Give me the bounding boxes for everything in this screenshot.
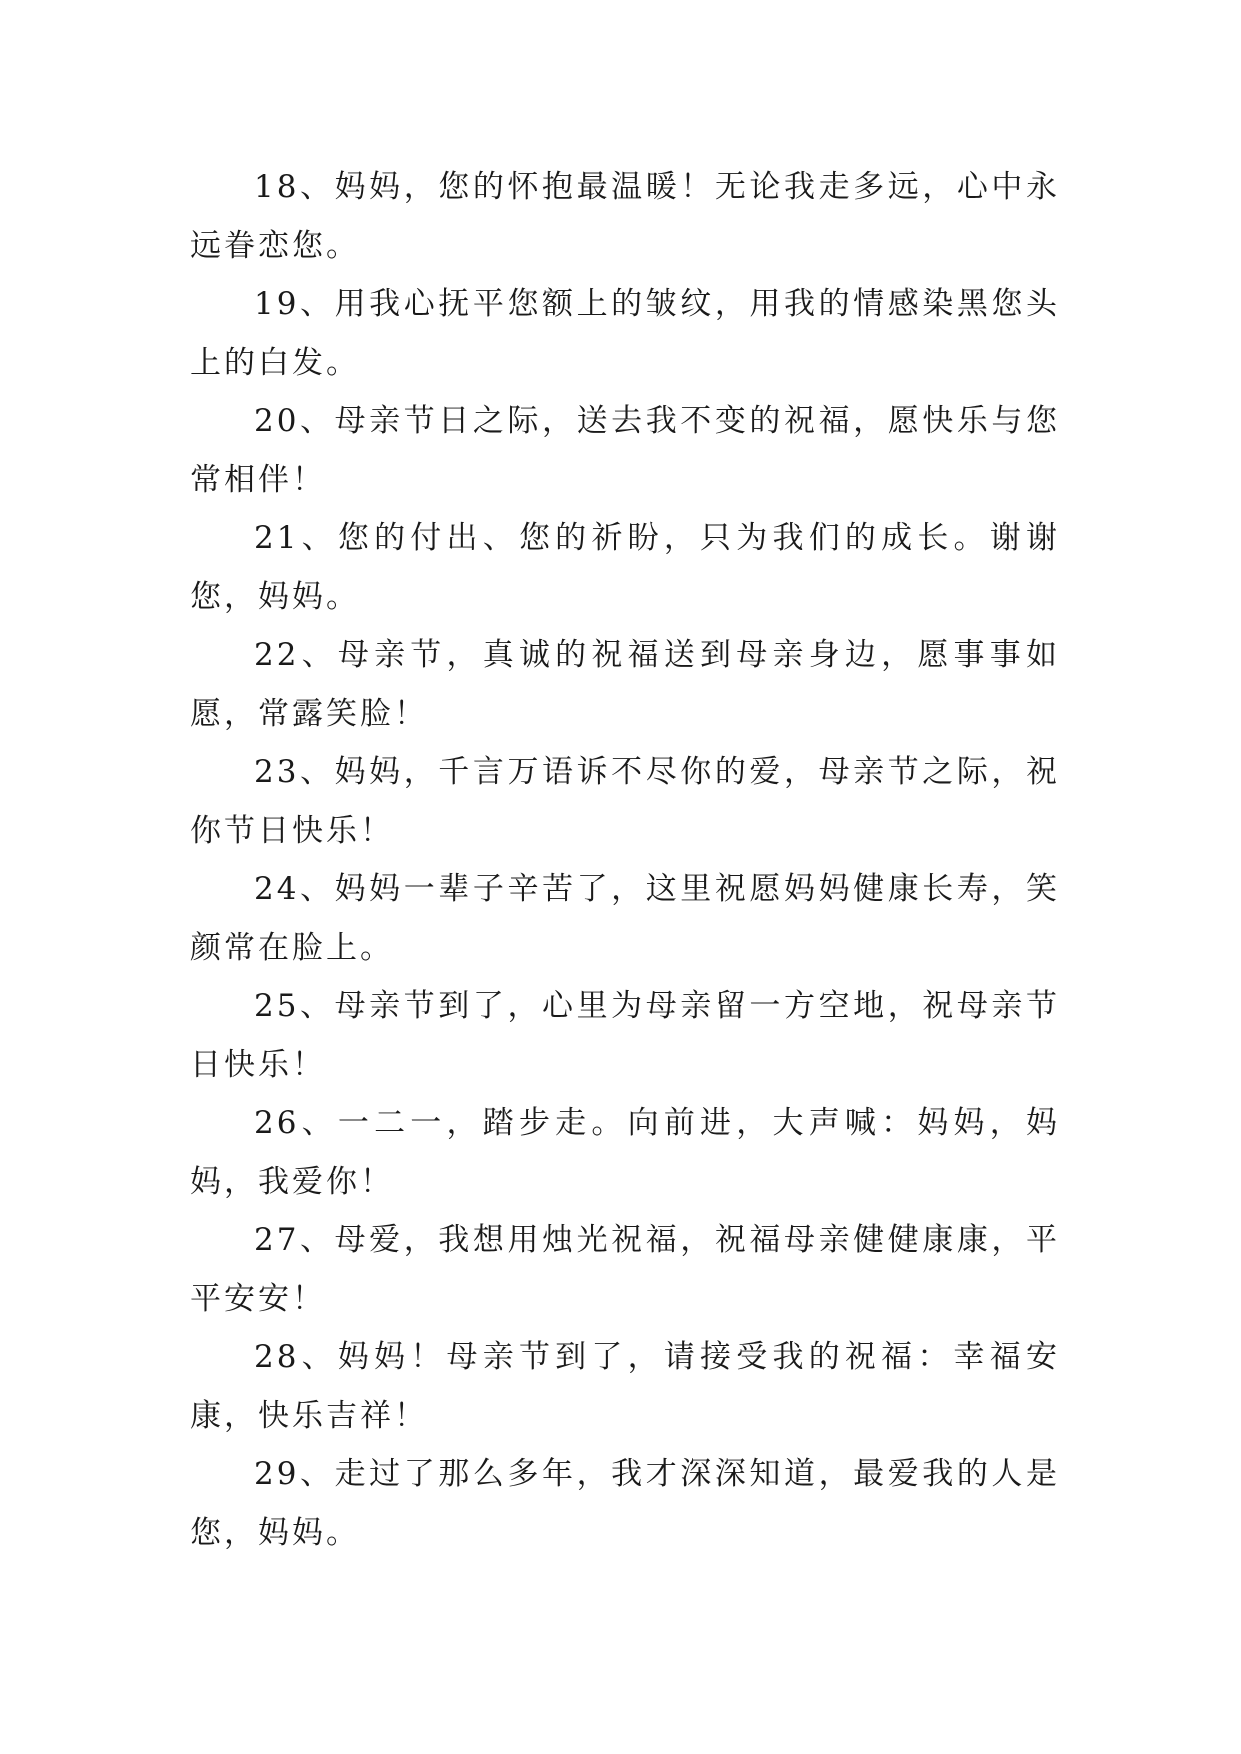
list-item: 18、妈妈，您的怀抱最温暖！无论我走多远，心中永远眷恋您。 [190,169,1060,264]
list-item: 19、用我心抚平您额上的皱纹，用我的情感染黑您头上的白发。 [190,286,1060,381]
list-item: 26、一二一，踏步走。向前进，大声喊：妈妈，妈妈，我爱你！ [190,1105,1060,1200]
list-item: 23、妈妈，千言万语诉不尽你的爱，母亲节之际，祝你节日快乐！ [190,754,1060,849]
list-item: 27、母爱，我想用烛光祝福，祝福母亲健健康康，平平安安！ [190,1222,1060,1317]
list-item: 25、母亲节到了，心里为母亲留一方空地，祝母亲节日快乐！ [190,988,1060,1083]
list-item: 22、母亲节，真诚的祝福送到母亲身边，愿事事如愿，常露笑脸！ [190,637,1060,732]
greetings-list [190,158,1060,1562]
list-item: 20、母亲节日之际，送去我不变的祝福，愿快乐与您常相伴！ [190,403,1060,498]
list-item: 28、妈妈！母亲节到了，请接受我的祝福：幸福安康，快乐吉祥！ [190,1339,1060,1434]
list-item: 29、走过了那么多年，我才深深知道，最爱我的人是您，妈妈。 [190,1456,1060,1551]
list-item: 24、妈妈一辈子辛苦了，这里祝愿妈妈健康长寿，笑颜常在脸上。 [190,871,1060,966]
list-item: 21、您的付出、您的祈盼，只为我们的成长。谢谢您，妈妈。 [190,520,1060,615]
